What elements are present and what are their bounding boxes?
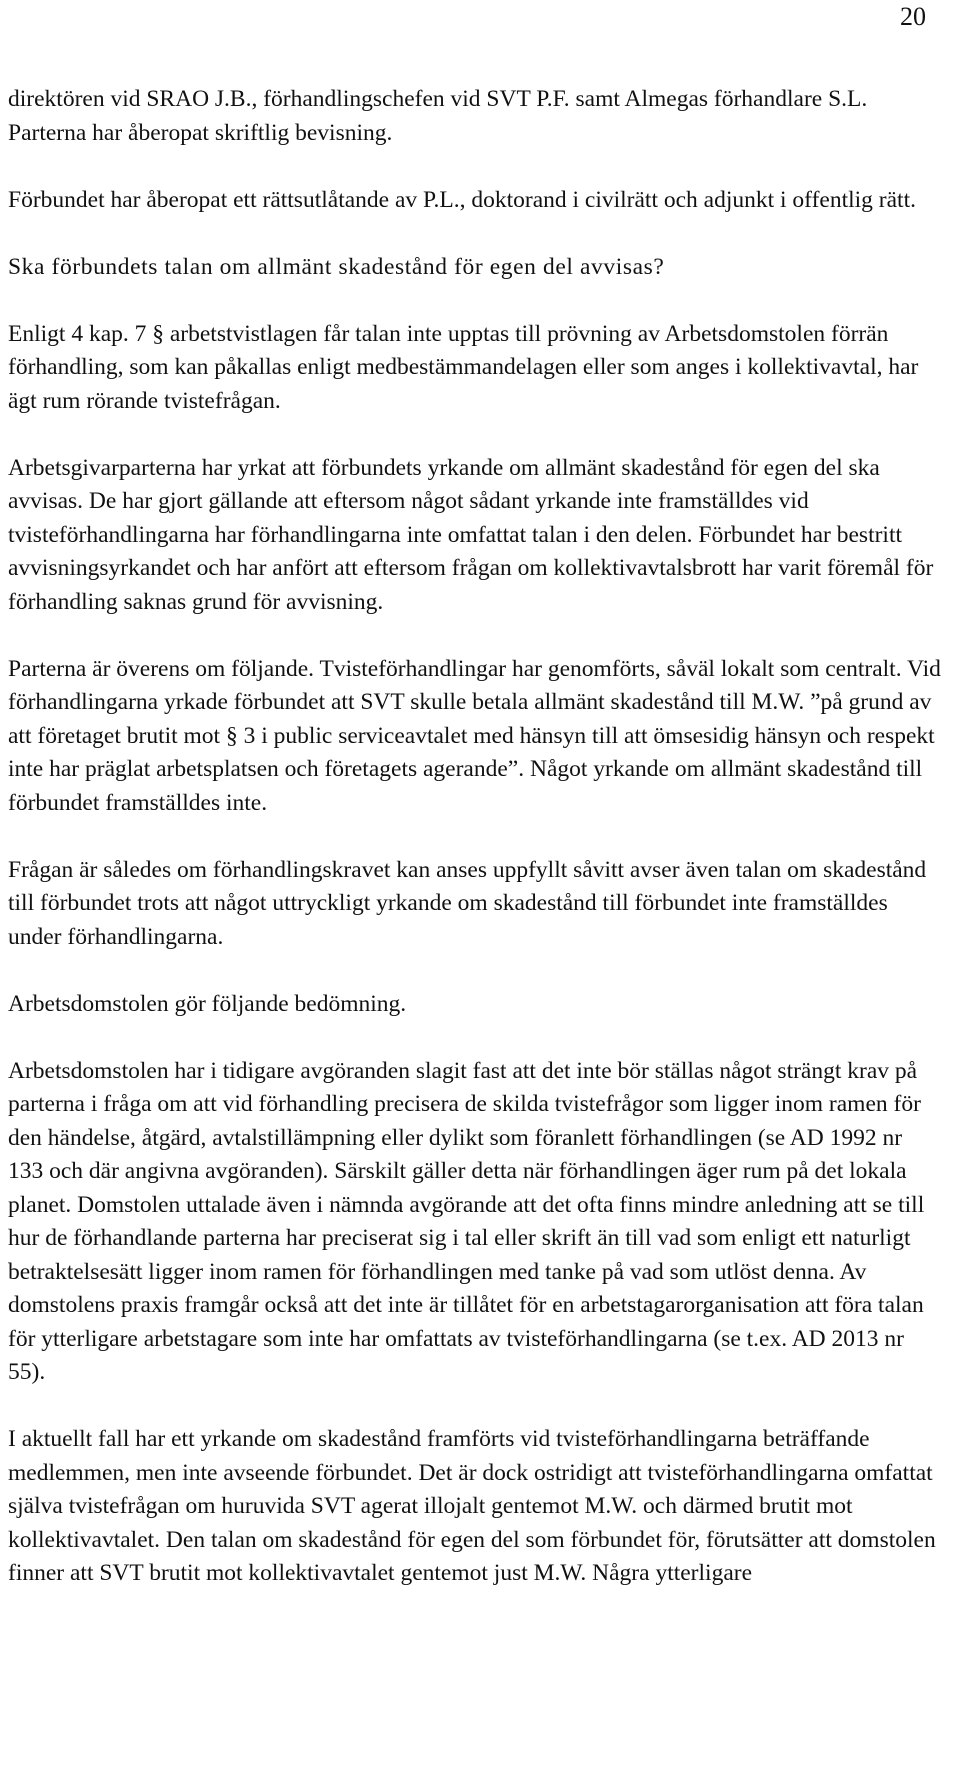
paragraph-dismissal-claim: Arbetsgivarparterna har yrkat att förbundets yrkande om allmänt skadestånd för egen del ska avvisas. De har gjort gällande att eftersom något sådant yrkande inte framställdes vid tvisteförhandlingarna har förhandlingarna inte omfattat talan i den delen. Förbundet har bestritt avvisningsyrkandet och har anfört att eftersom frågan om kollektivavtalsbrott har varit föremål för förhandling saknas grund för avvisning. [8,454,934,615]
paragraph-witnesses: direktören vid SRAO J.B., förhandlingschefen vid SVT P.F. samt Almegas förhandlare S.L. Parterna har åberopat skriftlig bevisning. [8,86,868,146]
page-number: 20 [900,2,926,31]
paragraph-current-case: I aktuellt fall har ett yrkande om skadestånd framförts vid tvisteförhandlingarna beträffande medlemmen, men inte avseende förbundet. Det är dock ostridigt att tvisteförhandlingarna omfattat själva tvistefrågan om huruvida SVT agerat illojalt gentemot M.W. och därmed brutit mot kollektivavtalet. Den talan om skadestånd för egen del som förbundet för, förutsätter att domstolen finner att SVT brutit mot kollektivavtalet gentemot just M.W. Några ytterligare [8,1426,936,1586]
paragraph-agreed-facts: Parterna är överens om följande. Tvisteförhandlingar har genomförts, såväl lokalt som centralt. Vid förhandlingarna yrkade förbundet att SVT skulle betala allmänt skadestånd till M.W. ”på grund av att företaget brutit mot § 3 i public serviceavtalet med hänsyn till att ömsesidig hänsyn och respekt inte har präglat arbetsplatsen och företagets agerande”. Något yrkande om allmänt skadestånd till förbundet framställdes inte. [8,655,941,816]
paragraph-assessment-intro: Arbetsdomstolen gör följande bedömning. [8,990,407,1017]
paragraph-statute: Enligt 4 kap. 7 § arbetstvistlagen får talan inte upptas till prövning av Arbetsdomstolen förrän förhandling, som kan påkallas enligt medbestämmandelagen eller som anges i kollektivavtal, har ägt rum rörande tvistefrågan. [8,320,919,414]
document-body [8,83,943,1624]
paragraph-case-law: Arbetsdomstolen har i tidigare avgöranden slagit fast att det inte bör ställas något strängt krav på parterna i fråga om att vid förhandling precisera de skilda tvistefrågor som ligger inom ramen för den händelse, åtgärd, avtalstillämpning eller dylikt som föranlett förhandlingen (se AD 1992 nr 133 och där angivna avgöranden). Särskilt gäller detta när förhandlingen äger rum på det lokala planet. Domstolen uttalade även i nämnda avgörande att det ofta finns mindre anledning att se till hur de förhandlande parterna har preciserat sig i tal eller skrift än till vad som enligt ett naturligt betraktelsesätt ligger inom ramen för förhandlingen med tanke på vad som utlöst denna. Av domstolens praxis framgår också att det inte är tillåtet för en arbetstagarorganisation att föra talan för ytterligare arbetstagare som inte har omfattats av tvisteförhandlingarna (se t.ex. AD 2013 nr 55). [8,1057,925,1385]
section-heading-question: Ska förbundets talan om allmänt skadestånd för egen del avvisas? [8,253,665,280]
paragraph-question: Frågan är således om förhandlingskravet kan anses uppfyllt såvitt avser även talan om skadestånd till förbundet trots att något uttryckligt yrkande om skadestånd till förbundet inte framställdes under förhandlingarna. [8,856,927,950]
paragraph-legal-opinion: Förbundet har åberopat ett rättsutlåtande av P.L., doktorand i civilrätt och adjunkt i offentlig rätt. [8,186,916,213]
